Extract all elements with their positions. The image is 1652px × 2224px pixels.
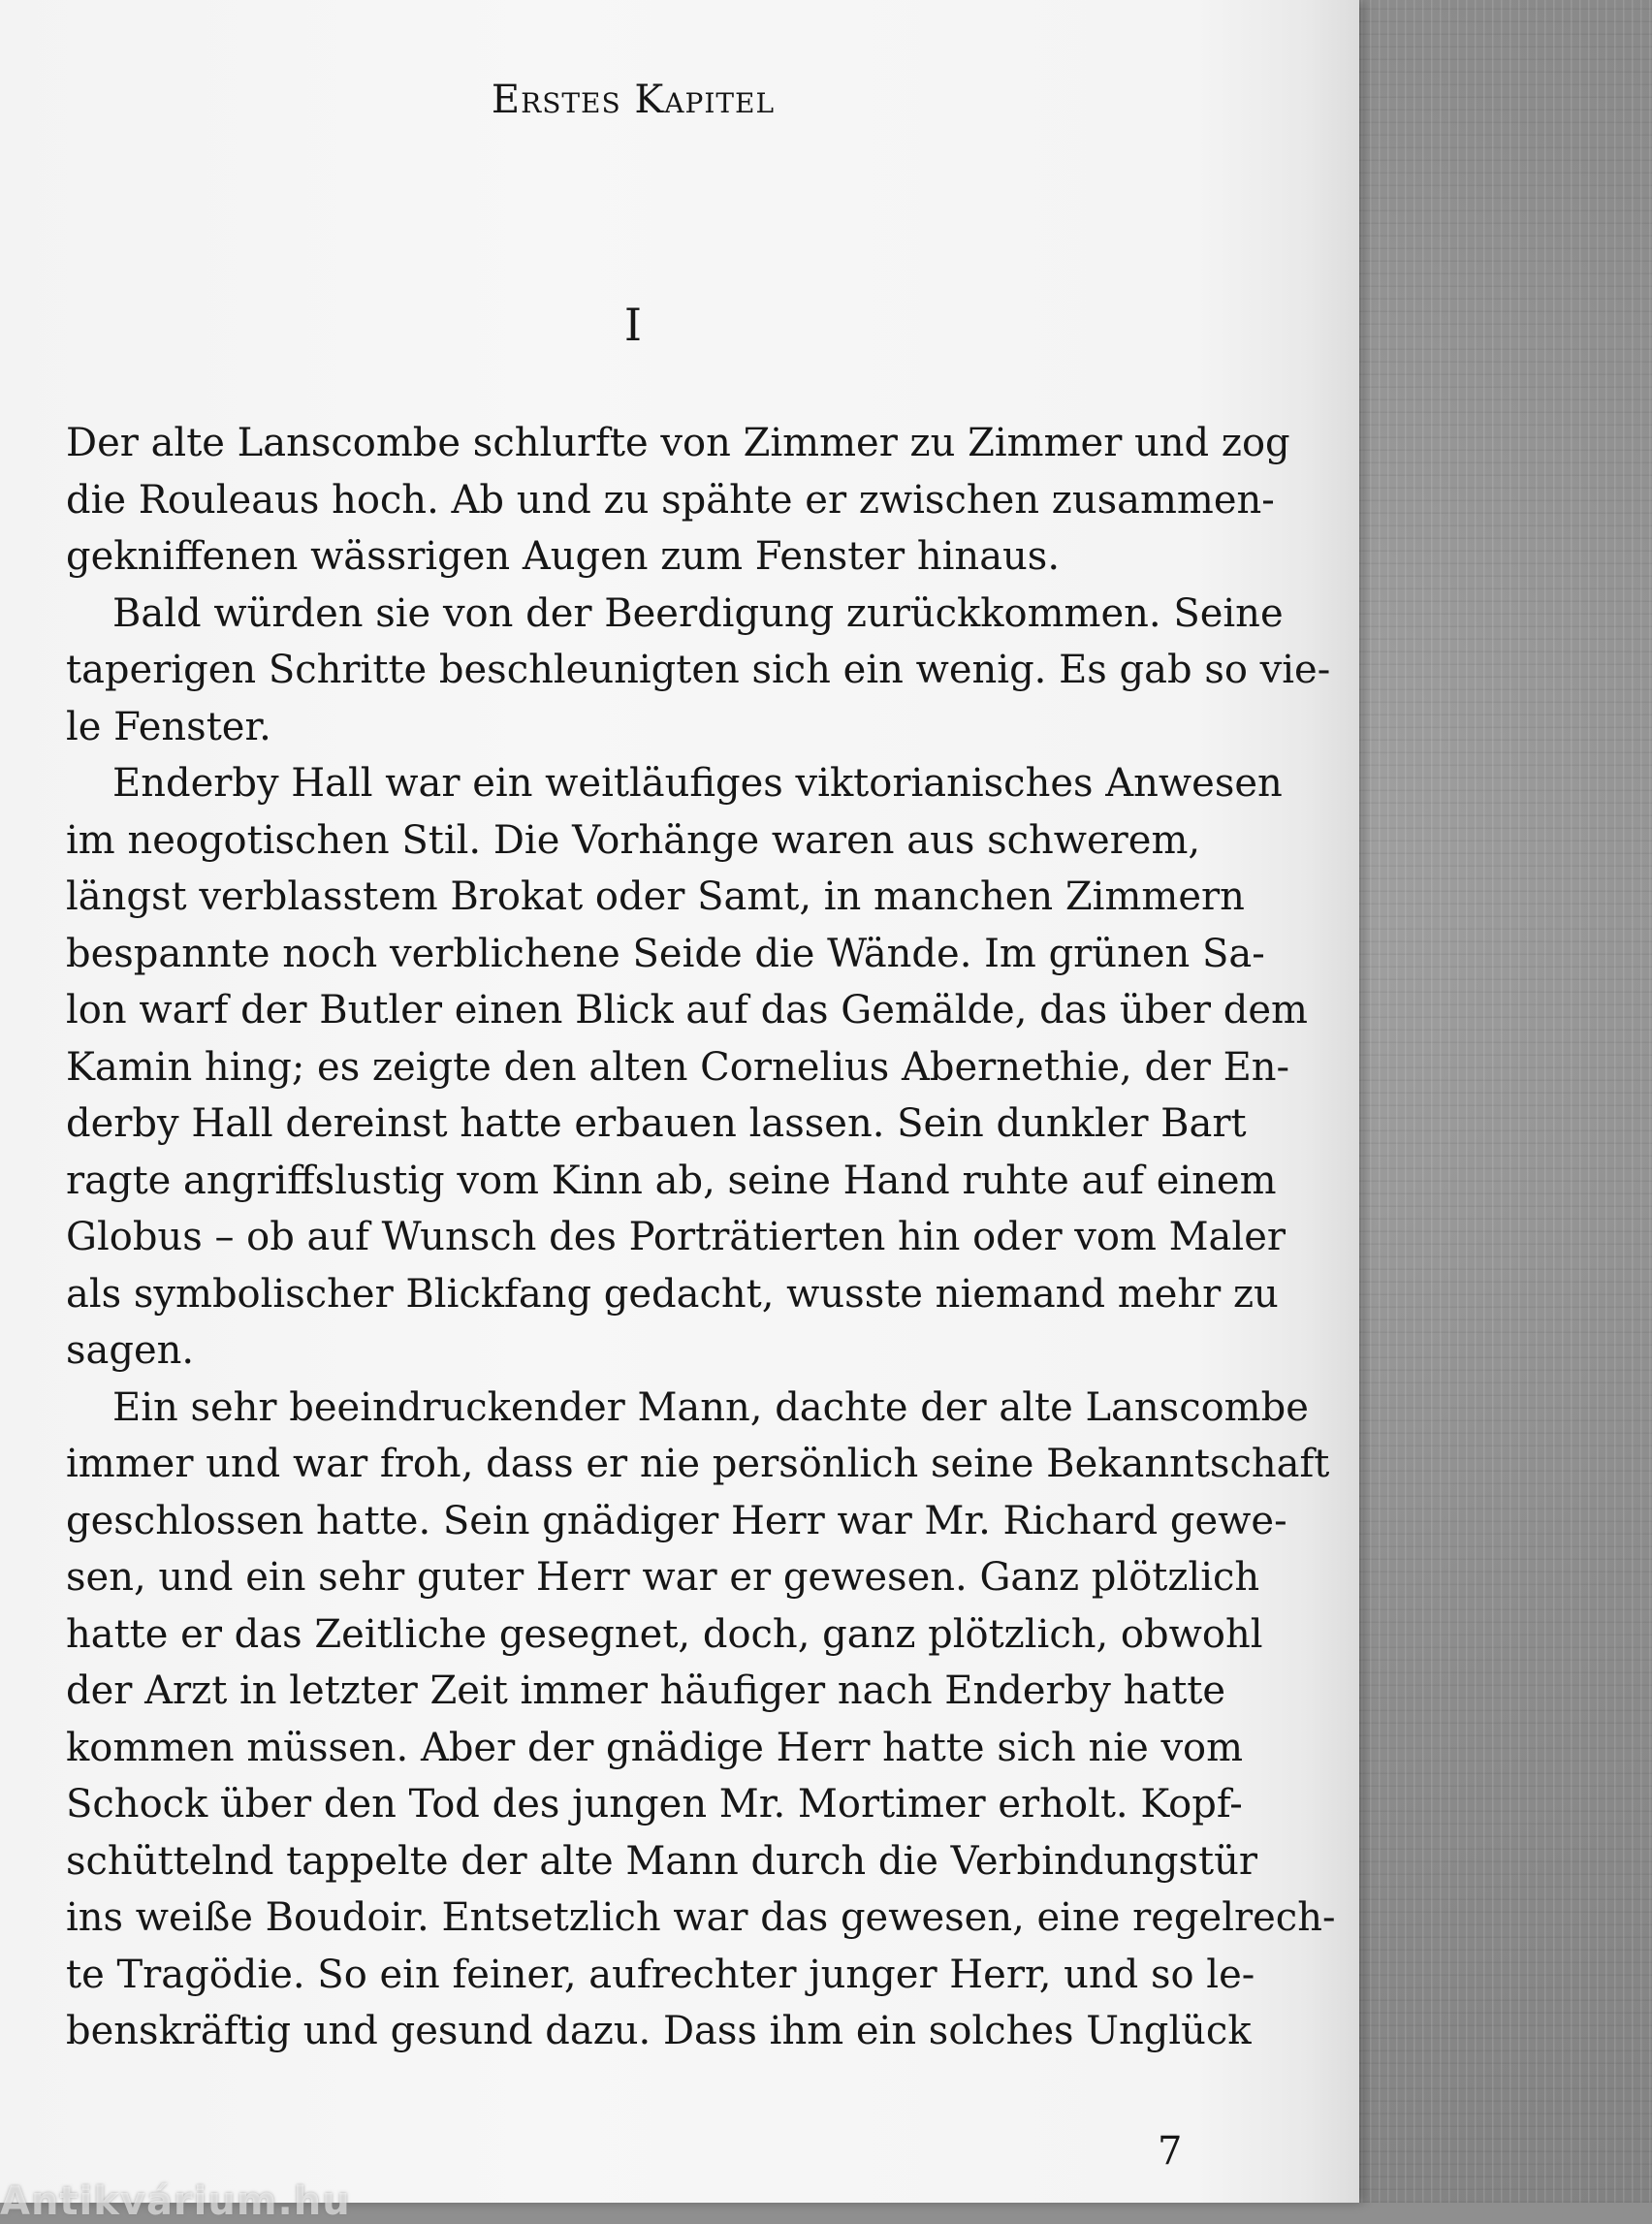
section-numeral: I: [623, 299, 643, 351]
text-line: ins weiße Boudoir. Entsetzlich war das gewesen, eine regelrech-: [66, 1895, 1336, 1940]
text-line: Enderby Hall war ein weitläufiges viktorianisches Anwesen: [112, 761, 1283, 806]
text-line: Der alte Lanscombe schlurfte von Zimmer zu Zimmer und zog: [66, 421, 1290, 465]
text-line: Ein sehr beeindruckender Mann, dachte der alte Lanscombe: [112, 1384, 1309, 1430]
text-line: lon warf der Butler einen Blick auf das Gemälde, das über dem: [66, 988, 1308, 1033]
text-line: le Fenster.: [66, 704, 271, 749]
text-line: ragte angriffslustig vom Kinn ab, seine Hand ruhte auf einem: [66, 1158, 1277, 1203]
chapter-title: Erstes Kapitel: [491, 78, 776, 122]
text-line: gekniffenen wässrigen Augen zum Fenster hinaus.: [66, 534, 1061, 579]
text-line: der Arzt in letzter Zeit immer häufiger nach Enderby hatte: [66, 1668, 1226, 1713]
text-line: derby Hall dereinst hatte erbauen lassen. Sein dunkler Bart: [66, 1101, 1247, 1146]
body-text: [66, 415, 1336, 2060]
text-line: taperigen Schritte beschleunigten sich ein wenig. Es gab so vie-: [66, 648, 1331, 692]
text-line: schüttelnd tappelte der alte Mann durch die Verbindungstür: [66, 1838, 1258, 1884]
text-line: längst verblasstem Brokat oder Samt, in manchen Zimmern: [66, 874, 1245, 919]
text-line: te Tragödie. So ein feiner, aufrechter junger Herr, und so le-: [66, 1952, 1255, 1997]
text-line: immer und war froh, dass er nie persönlich seine Bekanntschaft: [66, 1442, 1330, 1486]
page-number: 7: [1158, 2129, 1183, 2174]
text-line: Kamin hing; es zeigte den alten Cornelius Abernethie, der En-: [66, 1044, 1290, 1090]
text-line: im neogotischen Stil. Die Vorhänge waren aus schwerem,: [66, 817, 1201, 863]
text-line: Globus – ob auf Wunsch des Porträtierten hin oder vom Maler: [66, 1215, 1286, 1259]
text-line: hatte er das Zeitliche gesegnet, doch, ganz plötzlich, obwohl: [66, 1611, 1263, 1657]
text-line: sagen.: [66, 1328, 195, 1373]
text-line: Schock über den Tod des jungen Mr. Mortimer erholt. Kopf-: [66, 1782, 1243, 1827]
text-line: als symbolischer Blickfang gedacht, wusste niemand mehr zu: [66, 1271, 1279, 1317]
text-line: benskräftig und gesund dazu. Dass ihm ein solches Unglück: [66, 2009, 1252, 2053]
text-line: Bald würden sie von der Beerdigung zurückkommen. Seine: [112, 590, 1284, 636]
text-line: sen, und ein sehr guter Herr war er gewesen. Ganz plötzlich: [66, 1555, 1260, 1600]
text-line: geschlossen hatte. Sein gnädiger Herr war Mr. Richard gewe-: [66, 1498, 1287, 1543]
watermark: Antikvárium.hu: [0, 2179, 351, 2224]
text-line: bespannte noch verblichene Seide die Wände. Im grünen Sa-: [66, 931, 1265, 976]
text-line: die Rouleaus hoch. Ab und zu spähte er zwischen zusammen-: [66, 477, 1275, 523]
text-line: kommen müssen. Aber der gnädige Herr hatte sich nie vom: [66, 1725, 1244, 1770]
